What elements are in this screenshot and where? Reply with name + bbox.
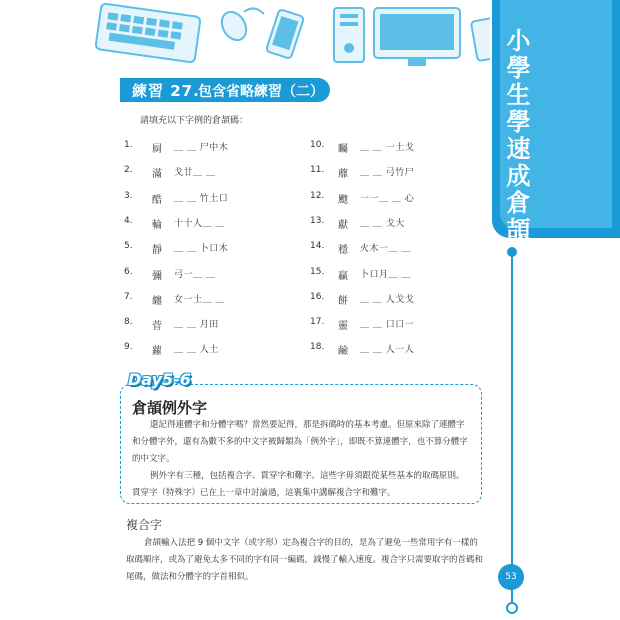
mouse-icon [217, 8, 264, 45]
computer-tower-icon [334, 8, 364, 62]
exercise-row [310, 342, 414, 357]
exercise-character: 穩 [338, 245, 348, 257]
keyboard-icon [95, 3, 200, 62]
exercise-code: ＿ ＿ 人一人 [360, 345, 415, 356]
exercise-row [310, 267, 411, 282]
exercise-character: 鹼 [338, 346, 348, 358]
exercise-code: ＿ ＿ 尸中木 [174, 143, 229, 153]
exercise-code: ＿ ＿ 弓竹尸 [360, 168, 415, 179]
exercise-row [124, 317, 219, 332]
exercise-number: 6. [124, 266, 133, 277]
day-badge: Day5-6 [128, 370, 191, 389]
sidebar-line [511, 250, 513, 606]
exercise-character: 酷 [152, 194, 162, 206]
exercise-character: 滿 [152, 169, 162, 181]
exercise-number: 15. [310, 266, 325, 277]
exercise-banner [120, 78, 330, 102]
exercise-character: 餅 [338, 295, 348, 307]
exercise-number: 10. [310, 140, 325, 150]
exercise-row [124, 342, 219, 357]
exercise-number: 13. [310, 215, 325, 226]
exercise-code: 戈廿＿ ＿ [174, 168, 216, 179]
exercise-row [310, 140, 414, 155]
exercise-number: 5. [124, 241, 133, 252]
paragraph: 還記得連體字和分體字嗎？當然要記得，那是拆碼時的基本考慮。但原來除了連體字和分體字外，還有為數不多的中文字被歸類為「例外字」，即既不算連體字，也不算分體字的中文字。 [132, 420, 468, 464]
smartphone-icon [266, 9, 304, 59]
exercise-row [310, 165, 414, 180]
exercise-row [310, 216, 405, 231]
exercise-character: 贏 [338, 270, 348, 282]
exercise-number: 2. [124, 165, 133, 176]
exercise-character: 靈 [338, 321, 348, 333]
exercise-character: 輪 [152, 219, 162, 231]
sidebar-dot-top [507, 247, 517, 257]
exercise-code: ＿ ＿ 一土戈 [360, 143, 415, 153]
exercise-code: 卜口月＿ ＿ [360, 269, 411, 280]
exercise-row [310, 241, 411, 256]
exercise-number: 3. [124, 190, 133, 201]
exercise-code: 女一土＿ ＿ [174, 294, 225, 305]
exercise-row [124, 241, 228, 256]
exercise-row [310, 191, 414, 206]
exercise-character: 屙 [152, 144, 162, 155]
exercise-row [124, 292, 225, 307]
exercise-code: ＿ ＿ 月田 [174, 320, 219, 331]
paragraph: 倉頡輸入法把 9 個中文字（或字形）定為複合字的目的，是為了避免一些常用字有一樣的取碼順序，或為了避免太多不同的字有同一編碼，減慢了輸入速度。複合字只需要取字的首碼和尾碼，做法和分體字的字首相似。 [126, 538, 484, 582]
book-title: 小學生學速成倉頡 [502, 28, 530, 244]
exercise-row [124, 140, 228, 155]
exercise-row [124, 191, 228, 206]
exercise-code: 弓一＿ ＿ [174, 269, 216, 280]
exercise-code: ＿ ＿ 口口一 [360, 320, 415, 331]
exercise-character: 彌 [152, 270, 162, 282]
exercise-character: 靜 [152, 245, 162, 257]
exercise-code: ＿ ＿ 戈大 [360, 218, 405, 229]
exercise-character: 颼 [338, 194, 348, 206]
paragraph: 例外字有三種，包括複合字、貫穿字和難字。這些字毋須跟從某些基本的取碼原則。貫穿字（特殊字）已在上一章中討論過，這裏集中講解複合字和難字。 [132, 471, 465, 498]
exercise-number: 11. [310, 165, 325, 176]
exercise-code: 一一＿ ＿ 心 [360, 193, 415, 204]
exercise-code: 火木一＿ ＿ [360, 244, 411, 255]
exercise-row [124, 267, 215, 282]
exercise-character: 矚 [338, 144, 348, 155]
exercise-number: 8. [124, 317, 133, 328]
subsection-title: 複合字 [126, 518, 163, 532]
section-title: 倉頡例外字 [132, 399, 208, 417]
exercise-number: 1. [124, 140, 133, 150]
exercise-title: 包含省略練習（二） [198, 84, 324, 100]
exercise-character: 蘼 [338, 169, 348, 181]
header-illustration [0, 0, 490, 70]
exercise-row [310, 292, 414, 307]
exercise-code: 十十人＿ ＿ [174, 218, 225, 229]
sidebar-dot-bottom [506, 602, 518, 614]
exercise-number: 9. [124, 342, 133, 353]
exercise-row [310, 317, 414, 332]
exercise-number: 14. [310, 241, 325, 252]
exercise-number: 18. [310, 342, 325, 353]
exercise-code: ＿ ＿ 卜口木 [174, 244, 229, 255]
exercise-character: 纏 [152, 295, 162, 307]
exercise-number: 練習 27. [132, 82, 200, 100]
exercise-code: ＿ ＿ 人土 [174, 345, 219, 356]
exercise-row [124, 165, 215, 180]
exercise-number: 12. [310, 190, 325, 201]
exercise-number: 17. [310, 317, 325, 328]
exercise-character: 蘿 [152, 346, 162, 358]
exercise-number: 7. [124, 291, 133, 302]
exercise-code: ＿ ＿ 竹土口 [174, 193, 229, 204]
exercise-row [124, 216, 225, 231]
instruction: 請填充以下字例的倉頡碼： [140, 116, 249, 126]
exercise-number: 16. [310, 291, 325, 302]
monitor-icon [374, 8, 460, 66]
exercise-code: ＿ ＿ 人戈戈 [360, 294, 415, 305]
exercise-number: 4. [124, 215, 133, 226]
exercise-character: 獻 [338, 219, 348, 231]
exercise-character: 菅 [152, 321, 162, 333]
page-number: 53 [498, 564, 524, 590]
